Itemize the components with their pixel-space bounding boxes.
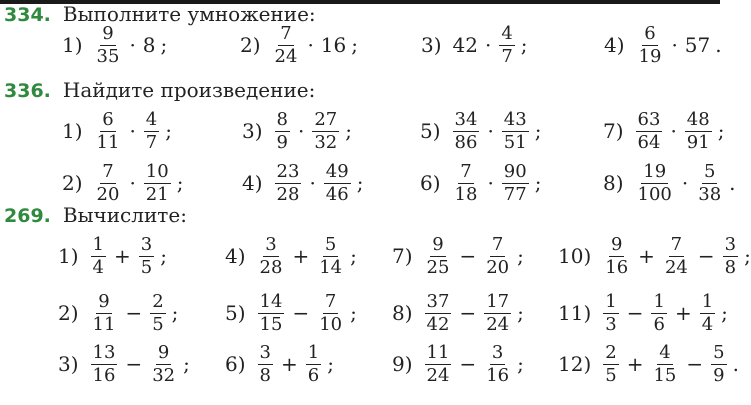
fraction <box>144 162 171 205</box>
fraction <box>258 343 273 386</box>
item-label: 8) <box>392 301 413 326</box>
operator: − <box>459 352 477 377</box>
fraction-denominator: 6 <box>307 364 320 386</box>
fraction-denominator: 51 <box>503 131 527 153</box>
item-label: 3) <box>421 33 442 58</box>
exercise-item <box>392 292 524 335</box>
fraction-denominator: 16 <box>92 364 116 386</box>
exercise-number: 269. <box>4 205 51 227</box>
punctuation: ; <box>351 33 358 58</box>
fraction <box>685 110 712 153</box>
punctuation: ; <box>520 33 528 58</box>
item-label: 1) <box>58 244 79 269</box>
fraction-denominator: 24 <box>274 45 298 67</box>
exercise-number: 336. <box>4 80 51 102</box>
fraction-numerator: 17 <box>486 291 510 312</box>
item-label: 7) <box>392 244 413 269</box>
fraction-denominator: 19 <box>638 45 662 67</box>
fraction-denominator: 64 <box>637 131 661 153</box>
exercise-item <box>225 292 357 335</box>
fraction <box>603 235 630 278</box>
fraction-numerator: 14 <box>259 291 283 312</box>
fraction <box>499 24 514 67</box>
fraction-numerator: 5 <box>324 234 337 255</box>
fraction-denominator: 21 <box>145 183 169 205</box>
fraction-denominator: 5 <box>605 364 617 386</box>
item-label: 4) <box>242 171 263 196</box>
fraction <box>502 162 529 205</box>
fraction-denominator: 5 <box>152 313 164 335</box>
exercise-item <box>225 343 334 386</box>
fraction-denominator: 4 <box>701 313 714 335</box>
fraction-numerator: 1 <box>307 342 320 363</box>
fraction-denominator: 16 <box>605 256 629 278</box>
fraction-denominator: 9 <box>276 131 288 153</box>
fraction-numerator: 19 <box>643 161 667 182</box>
fraction <box>91 343 118 386</box>
fraction-numerator: 1 <box>92 234 104 255</box>
fraction-numerator: 4 <box>501 23 513 44</box>
item-label: 9) <box>392 352 413 377</box>
punctuation: . <box>729 171 736 196</box>
fraction <box>484 235 511 278</box>
integer: 16 <box>320 33 347 58</box>
fraction <box>651 292 666 335</box>
fraction <box>258 235 285 278</box>
punctuation: ; <box>356 171 364 196</box>
fraction-denominator: 42 <box>426 313 450 335</box>
fraction-numerator: 9 <box>98 291 110 312</box>
fraction-numerator: 13 <box>92 342 116 363</box>
fraction <box>711 343 726 386</box>
fraction-denominator: 11 <box>96 131 120 153</box>
exercise-item <box>558 343 739 386</box>
operator: − <box>459 244 477 269</box>
fraction <box>425 235 452 278</box>
fraction-numerator: 2 <box>605 342 617 363</box>
exercise-item <box>62 162 183 205</box>
exercise-item <box>558 235 751 278</box>
fraction-numerator: 27 <box>314 109 338 130</box>
punctuation: ; <box>160 33 168 58</box>
fraction <box>651 343 678 386</box>
fraction-denominator: 6 <box>653 313 665 335</box>
integer: 42 <box>452 33 478 58</box>
fraction-numerator: 7 <box>670 234 683 255</box>
operator: · <box>129 33 136 58</box>
fraction <box>484 343 511 386</box>
fraction <box>312 110 339 153</box>
fraction-denominator: 28 <box>259 256 283 278</box>
fraction-numerator: 1 <box>701 291 714 312</box>
operator: · <box>487 119 494 144</box>
fraction-numerator: 3 <box>491 342 504 363</box>
fraction <box>317 235 344 278</box>
punctuation: ; <box>345 119 352 144</box>
item-label: 4) <box>604 33 625 58</box>
item-label: 2) <box>240 33 261 58</box>
item-label: 5) <box>420 119 441 144</box>
fraction-denominator: 15 <box>653 364 677 386</box>
operator: − <box>125 301 143 326</box>
fraction-denominator: 91 <box>686 131 710 153</box>
item-label: 8) <box>603 171 624 196</box>
operator: · <box>129 171 136 196</box>
fraction-numerator: 9 <box>102 23 114 44</box>
fraction <box>95 110 122 153</box>
fraction-numerator: 3 <box>724 234 737 255</box>
fraction-denominator: 32 <box>152 364 176 386</box>
punctuation: ; <box>327 352 334 377</box>
fraction-denominator: 32 <box>314 131 338 153</box>
punctuation: ; <box>534 119 542 144</box>
punctuation: ; <box>160 244 167 269</box>
exercise-item <box>392 343 524 386</box>
fraction <box>275 110 290 153</box>
fraction <box>144 110 159 153</box>
fraction-numerator: 34 <box>454 109 478 130</box>
fraction-numerator: 3 <box>259 342 271 363</box>
punctuation: ; <box>183 352 190 377</box>
fraction <box>91 292 118 335</box>
fraction-denominator: 8 <box>724 256 737 278</box>
exercise-item <box>62 110 172 153</box>
exercise-item <box>603 110 724 153</box>
punctuation: ; <box>176 171 184 196</box>
fraction-denominator: 18 <box>454 183 478 205</box>
punctuation: ; <box>517 244 524 269</box>
fraction-denominator: 14 <box>319 256 343 278</box>
fraction-numerator: 9 <box>157 342 170 363</box>
item-label: 7) <box>603 119 624 144</box>
fraction-denominator: 20 <box>486 256 510 278</box>
fraction-denominator: 7 <box>145 131 158 153</box>
fraction-numerator: 5 <box>713 342 725 363</box>
operator: · <box>671 33 678 58</box>
fraction-denominator: 16 <box>486 364 510 386</box>
fraction-numerator: 8 <box>276 109 288 130</box>
punctuation: ; <box>350 301 357 326</box>
fraction <box>425 292 452 335</box>
fraction-numerator: 5 <box>703 161 716 182</box>
punctuation: ; <box>171 301 179 326</box>
operator: · <box>670 119 677 144</box>
section-heading <box>4 203 187 227</box>
operator: · <box>129 119 136 144</box>
fraction-numerator: 7 <box>280 23 292 44</box>
operator: + <box>280 352 298 377</box>
fraction <box>95 24 122 67</box>
fraction-numerator: 43 <box>503 109 527 130</box>
fraction <box>453 110 480 153</box>
item-label: 4) <box>225 244 246 269</box>
item-label: 3) <box>58 352 79 377</box>
fraction-denominator: 24 <box>426 364 450 386</box>
fraction-numerator: 4 <box>659 342 671 363</box>
operator: − <box>459 301 477 326</box>
operator: · <box>309 171 316 196</box>
fraction <box>150 292 165 335</box>
punctuation: . <box>732 352 739 377</box>
fraction-numerator: 37 <box>426 291 450 312</box>
operator: − <box>686 352 704 377</box>
section-heading <box>4 78 315 102</box>
fraction-denominator: 77 <box>503 183 527 205</box>
punctuation: ; <box>517 301 524 326</box>
fraction-numerator: 11 <box>426 342 450 363</box>
fraction-numerator: 48 <box>686 109 710 130</box>
operator: − <box>125 352 143 377</box>
fraction-numerator: 6 <box>644 23 656 44</box>
item-label: 6) <box>225 352 246 377</box>
fraction-denominator: 24 <box>664 256 688 278</box>
fraction-numerator: 63 <box>637 109 661 130</box>
fraction-numerator: 1 <box>605 291 617 312</box>
fraction-denominator: 5 <box>140 256 153 278</box>
punctuation: ; <box>165 119 172 144</box>
fraction-denominator: 15 <box>259 313 283 335</box>
exercise-item <box>392 235 524 278</box>
fraction-denominator: 25 <box>426 256 450 278</box>
fraction <box>696 162 723 205</box>
fraction-denominator: 86 <box>454 131 478 153</box>
punctuation: ; <box>517 352 524 377</box>
fraction <box>91 235 106 278</box>
operator: + <box>113 244 131 269</box>
fraction-denominator: 38 <box>698 183 722 205</box>
operator: − <box>697 244 715 269</box>
exercise-item <box>604 24 722 67</box>
fraction <box>324 162 351 205</box>
fraction-numerator: 7 <box>324 291 337 312</box>
punctuation: ; <box>744 244 751 269</box>
exercise-item <box>58 343 190 386</box>
fraction-numerator: 10 <box>145 161 169 182</box>
operator: · <box>484 33 492 58</box>
fraction-numerator: 2 <box>152 291 164 312</box>
fraction-denominator: 3 <box>605 313 617 335</box>
item-label: 2) <box>62 171 83 196</box>
fraction <box>95 162 122 205</box>
fraction <box>723 235 738 278</box>
fraction-denominator: 11 <box>92 313 116 335</box>
fraction-numerator: 3 <box>140 234 153 255</box>
operator: + <box>626 352 644 377</box>
exercise-number: 334. <box>4 4 51 26</box>
fraction <box>139 235 154 278</box>
item-label: 2) <box>58 301 79 326</box>
fraction-numerator: 7 <box>460 161 472 182</box>
operator: − <box>626 301 644 326</box>
item-label: 6) <box>420 171 441 196</box>
item-label: 1) <box>62 119 83 144</box>
fraction-numerator: 4 <box>145 109 158 130</box>
fraction <box>484 292 511 335</box>
fraction-numerator: 6 <box>102 109 114 130</box>
operator: · <box>307 33 314 58</box>
exercise-title: Вычислите: <box>62 203 187 227</box>
exercise-item <box>242 110 352 153</box>
exercise-item <box>62 24 167 67</box>
item-label: 11) <box>558 301 592 326</box>
fraction-numerator: 9 <box>432 234 444 255</box>
item-label: 3) <box>242 119 263 144</box>
fraction <box>273 24 300 67</box>
exercise-item <box>421 24 528 67</box>
exercise-item <box>420 162 541 205</box>
fraction-denominator: 46 <box>325 183 349 205</box>
exercise-item <box>225 235 357 278</box>
fraction-numerator: 1 <box>653 291 665 312</box>
fraction-denominator: 35 <box>96 45 120 67</box>
fraction <box>275 162 302 205</box>
exercise-item <box>240 24 358 67</box>
integer: 8 <box>142 33 156 58</box>
exercise-item <box>420 110 541 153</box>
fraction <box>317 292 344 335</box>
exercise-item <box>558 292 728 335</box>
section-heading <box>4 2 316 26</box>
punctuation: ; <box>350 244 357 269</box>
fraction <box>502 110 529 153</box>
fraction-denominator: 10 <box>319 313 343 335</box>
fraction-denominator: 100 <box>637 183 672 205</box>
exercise-item <box>58 292 178 335</box>
item-label: 10) <box>558 244 592 269</box>
exercise-item <box>242 162 363 205</box>
operator: · <box>297 119 305 144</box>
fraction-numerator: 3 <box>265 234 277 255</box>
fraction <box>258 292 285 335</box>
item-label: 1) <box>62 33 83 58</box>
fraction-denominator: 24 <box>486 313 510 335</box>
fraction-numerator: 9 <box>610 234 623 255</box>
fraction-numerator: 49 <box>325 161 349 182</box>
fraction-denominator: 28 <box>276 183 300 205</box>
exercise-item <box>58 235 167 278</box>
fraction <box>637 24 664 67</box>
punctuation: . <box>715 33 722 58</box>
fraction <box>636 110 663 153</box>
fraction <box>700 292 715 335</box>
fraction <box>306 343 321 386</box>
operator: + <box>638 244 655 269</box>
punctuation: ; <box>721 301 728 326</box>
exercise-item <box>603 162 736 205</box>
fraction <box>603 292 618 335</box>
operator: + <box>292 244 310 269</box>
fraction <box>663 235 690 278</box>
fraction-denominator: 7 <box>501 45 513 67</box>
fraction-numerator: 7 <box>102 161 114 182</box>
fraction <box>150 343 177 386</box>
fraction <box>636 162 674 205</box>
fraction <box>425 343 452 386</box>
item-label: 12) <box>558 352 592 377</box>
operator: · <box>681 171 689 196</box>
fraction <box>453 162 480 205</box>
item-label: 5) <box>225 301 246 326</box>
exercise-title: Найдите произведение: <box>62 78 316 102</box>
integer: 57 <box>684 33 711 58</box>
operator: · <box>487 171 494 196</box>
exercise-title: Выполните умножение: <box>62 2 316 26</box>
fraction-denominator: 8 <box>259 364 271 386</box>
fraction-denominator: 4 <box>92 256 104 278</box>
punctuation: ; <box>717 119 725 144</box>
fraction-numerator: 23 <box>276 161 300 182</box>
operator: + <box>674 301 692 326</box>
operator: − <box>292 301 310 326</box>
fraction-denominator: 9 <box>713 364 725 386</box>
fraction-numerator: 90 <box>503 161 527 182</box>
fraction <box>603 343 618 386</box>
punctuation: ; <box>534 171 542 196</box>
fraction-denominator: 20 <box>96 183 120 205</box>
fraction-numerator: 7 <box>491 234 504 255</box>
